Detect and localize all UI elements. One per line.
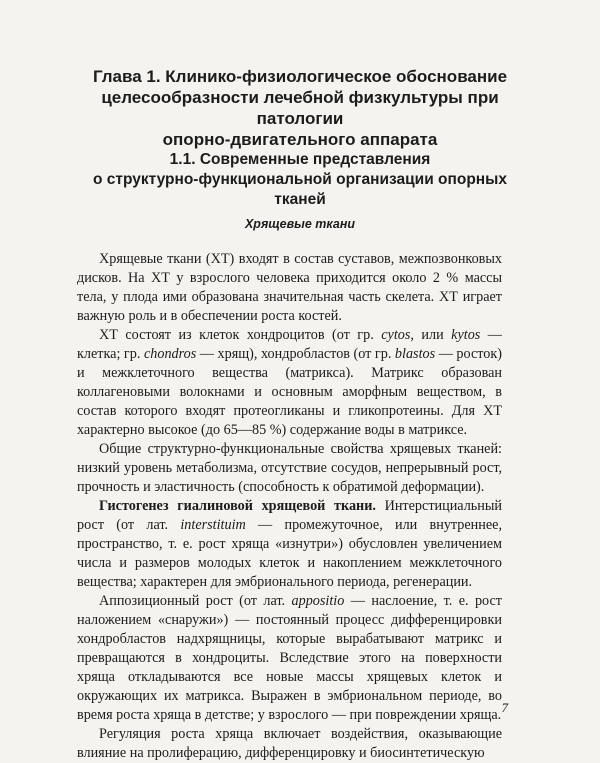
p2-term-blastos: blastos: [394, 346, 436, 362]
p5-text-b: — наслоение, т. е. рост наложением «снаружи») — постоянный процесс дифференцировки хондробластов надхрящницы, которые вырабатывают матрикс и превращаются в хондроциты. Вследствие этого на поверхности хряща откладываются все новые массы хрящевых клеток и окружающих их матрикса. Выражен в эмбриональном периоде, во время роста хряща в детстве; у взрослого — при повреждении хряща.: [77, 593, 503, 723]
p2-text-b: , или: [410, 327, 452, 343]
chapter-title: [70, 66, 530, 150]
paragraph-2: [77, 326, 502, 440]
p2-term-chondros: chondros: [143, 346, 197, 362]
p5-text-a: Аппозиционный рост (от лат.: [99, 593, 292, 609]
paragraph-5: [77, 592, 502, 725]
section-title: [70, 150, 530, 210]
p2-text-d: — хрящ), хондробластов (от гр.: [196, 346, 395, 362]
p2-term-cytos: cytos: [381, 327, 411, 343]
p4-term: interstituim: [180, 517, 246, 533]
paragraph-4: [77, 497, 502, 592]
p5-term: appositio: [291, 593, 345, 609]
section-title-line-1: 1.1. Современные представления: [169, 151, 431, 168]
body-text: [77, 250, 502, 763]
p4-heading: Гистогенез гиалиновой хрящевой ткани.: [99, 498, 376, 514]
chapter-title-line-2: целесообразности лечебной физкультуры при патологии: [101, 88, 499, 128]
p2-text-e: — росток) и межклеточного вещества (матрикса). Матрикс образован коллагеновыми волокнами и основным аморфным веществом, в состав которого входят протеогликаны и гликопротеины. Для ХТ характерно высокое (до 65—85 %) содержание воды в матриксе.: [77, 346, 502, 438]
chapter-title-line-3: опорно-двигательного аппарата: [162, 130, 438, 149]
paragraph-3: Общие структурно-функциональные свойства хрящевых тканей: низкий уровень метаболизма, отсутствие сосудов, непрерывный рост, прочность и эластичность (способность к обратимой деформации).: [77, 441, 502, 495]
page-number: 7: [501, 700, 508, 715]
section-title-line-2: о структурно-функциональной организации опорных тканей: [92, 171, 508, 208]
p4-text-b: — промежуточное, или внутреннее, пространство, т. е. рост хряща «изнутри») обусловлен увеличением числа и размеров молодых клеток и накоплением межклеточного вещества; характерен для эмбрионального периода, регенерации.: [77, 517, 503, 590]
p4-text-a: Интерстициальный рост (от лат.: [77, 498, 502, 533]
p2-term-kytos: kytos: [451, 327, 481, 343]
subsection-title: Хрящевые ткани: [244, 217, 356, 231]
p2-text-c: — клетка; гр.: [77, 327, 502, 362]
p2-text-a: ХТ состоят из клеток хондроцитов (от гр.: [99, 327, 382, 343]
paragraph-1: Хрящевые ткани (ХТ) входят в состав суставов, межпозвонковых дисков. На ХТ у взрослого человека приходится около 2 % массы тела, у плода ими образована значительная часть скелета. ХТ играет важную роль и в обеспечении роста костей.: [77, 251, 502, 324]
paragraph-6: Регуляция роста хряща включает воздействия, оказывающие влияние на пролиферацию, дифференцировку и биосинтетическую: [77, 726, 502, 761]
chapter-title-line-1: Глава 1. Клинико-физиологическое обоснование: [92, 67, 508, 86]
